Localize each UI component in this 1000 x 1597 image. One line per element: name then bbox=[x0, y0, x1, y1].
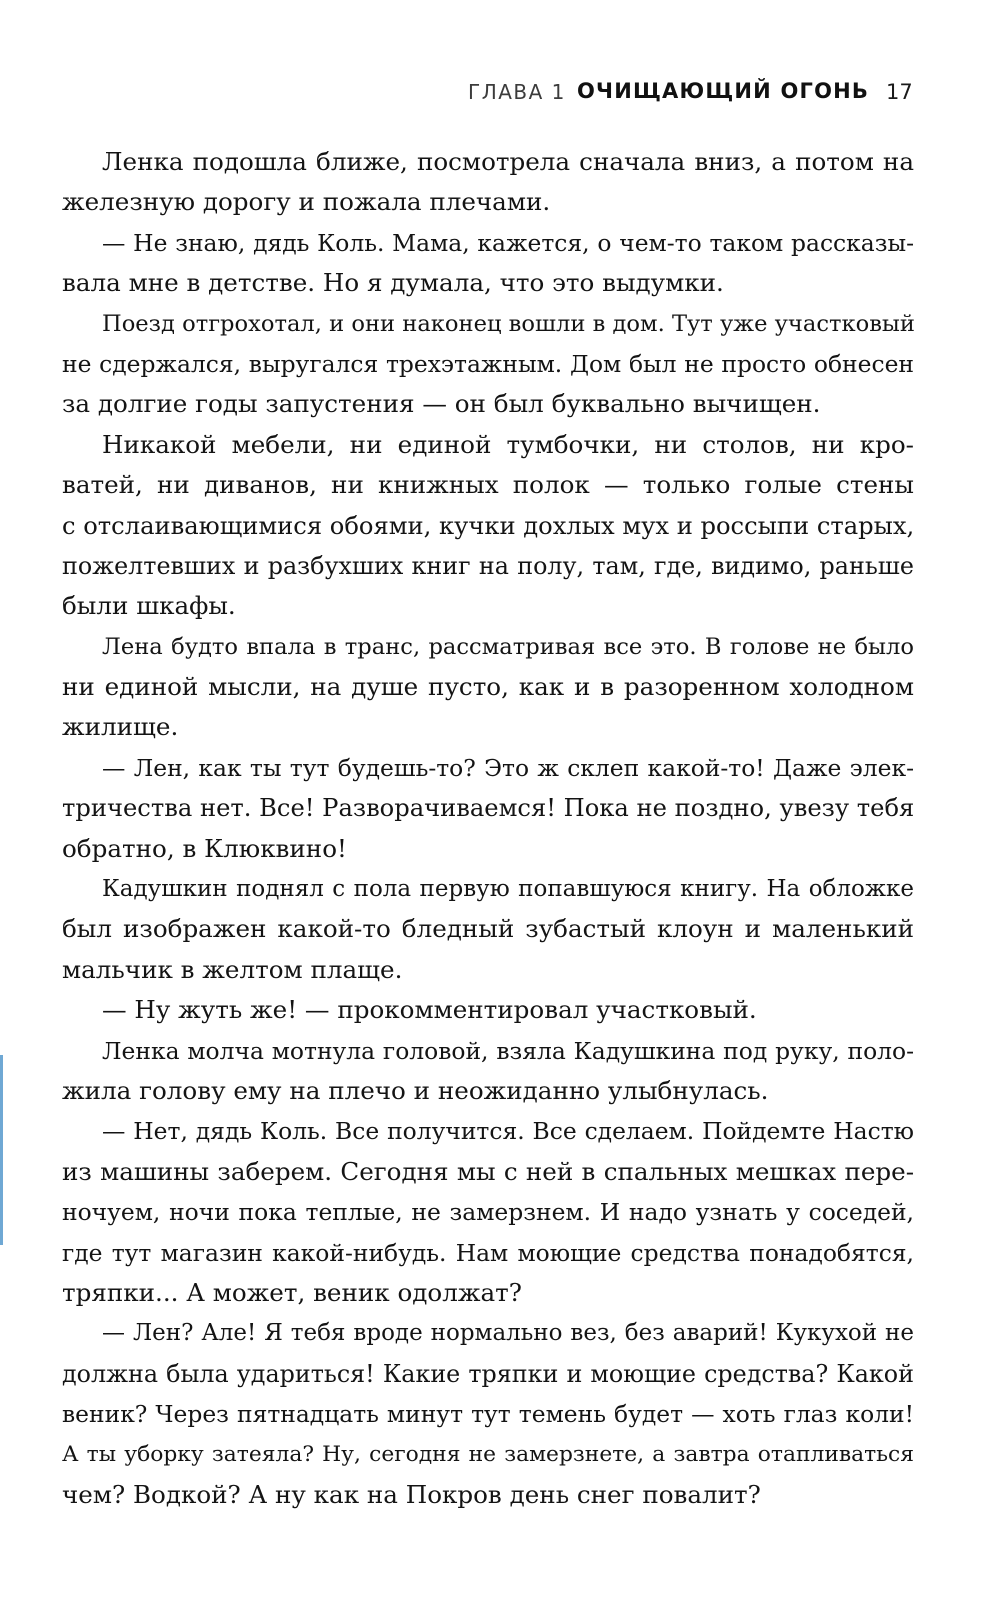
text-line: ночуем, ночи пока теплые, не замерзнем. И надо узнать у соседей, bbox=[62, 1198, 914, 1227]
text-line: мальчик в желтом плаще. bbox=[62, 954, 403, 984]
text-line: вала мне в детстве. Но я думала, что это выдумки. bbox=[62, 268, 724, 298]
text-line: — Ну жуть же! — прокомментировал участковый. bbox=[102, 995, 757, 1025]
text-line: Ленка молча мотнула головой, взяла Кадушкина под руку, поло- bbox=[102, 1036, 914, 1065]
text-line: — Не знаю, дядь Коль. Мама, кажется, о чем-то таком рассказы- bbox=[102, 228, 914, 257]
chapter-label: ГЛАВА 1 bbox=[468, 80, 566, 104]
page-edge-mark bbox=[0, 1055, 3, 1245]
text-line: Лена будто впала в транс, рассматривая все это. В голове не было bbox=[102, 633, 914, 660]
text-line: ватей, ни диванов, ни книжных полок — только голые стены bbox=[62, 470, 914, 500]
page-number: 17 bbox=[886, 80, 913, 104]
text-line: были шкафы. bbox=[62, 591, 236, 621]
text-line: А ты уборку затеяла? Ну, сегодня не замерзнете, а завтра отапливаться bbox=[62, 1441, 914, 1467]
text-line: с отслаивающимися обоями, кучки дохлых мух и россыпи старых, bbox=[62, 511, 915, 540]
text-line: Никакой мебели, ни единой тумбочки, ни столов, ни кро- bbox=[102, 429, 914, 459]
text-line: за долгие годы запустения — он был буквально вычищен. bbox=[62, 389, 821, 419]
text-line: Кадушкин поднял с пола первую попавшуюся книгу. На обложке bbox=[102, 876, 914, 903]
text-line: тряпки... А может, веник одолжат? bbox=[62, 1277, 522, 1307]
text-line: — Лен, как ты тут будешь-то? Это ж склеп какой-то! Даже элек- bbox=[102, 753, 914, 782]
running-header bbox=[468, 76, 918, 110]
text-line: — Нет, дядь Коль. Все получится. Все сделаем. Пойдемте Настю bbox=[102, 1117, 914, 1146]
text-line: — Лен? Але! Я тебя вроде нормально вез, без аварий! Кукухой не bbox=[102, 1320, 914, 1347]
text-line: обратно, в Клюквино! bbox=[62, 833, 347, 863]
text-line: жилище. bbox=[62, 712, 179, 742]
text-line: из машины заберем. Сегодня мы с ней в спальных мешках пере- bbox=[62, 1156, 914, 1186]
text-line: железную дорогу и пожала плечами. bbox=[62, 187, 551, 217]
text-line: жила голову ему на плечо и неожиданно улыбнулась. bbox=[62, 1075, 769, 1105]
body-text bbox=[62, 142, 914, 1515]
text-line: чем? Водкой? А ну как на Покров день снег повалит? bbox=[62, 1479, 761, 1509]
text-line: не сдержался, выругался трехэтажным. Дом был не просто обнесен bbox=[62, 349, 914, 378]
text-line: пожелтевших и разбухших книг на полу, там, где, видимо, раньше bbox=[62, 551, 914, 580]
text-line: тричества нет. Все! Разворачиваемся! Пока не поздно, увезу тебя bbox=[62, 794, 915, 823]
text-line: веник? Через пятнадцать минут тут темень будет — хоть глаз коли! bbox=[62, 1400, 914, 1429]
text-line: должна была удариться! Какие тряпки и моющие средства? Какой bbox=[62, 1359, 914, 1388]
text-line: Поезд отгрохотал, и они наконец вошли в дом. Тут уже участковый bbox=[102, 310, 915, 337]
text-line: где тут магазин какой-нибудь. Нам моющие средства понадобятся, bbox=[62, 1238, 914, 1267]
chapter-title: ОЧИЩАЮЩИЙ ОГОНЬ bbox=[577, 79, 870, 103]
text-line: ни единой мысли, на душе пусто, как и в разоренном холодном bbox=[62, 672, 914, 702]
text-line: был изображен какой-то бледный зубастый клоун и маленький bbox=[62, 914, 914, 944]
text-line: Ленка подошла ближе, посмотрела сначала вниз, а потом на bbox=[102, 147, 914, 176]
